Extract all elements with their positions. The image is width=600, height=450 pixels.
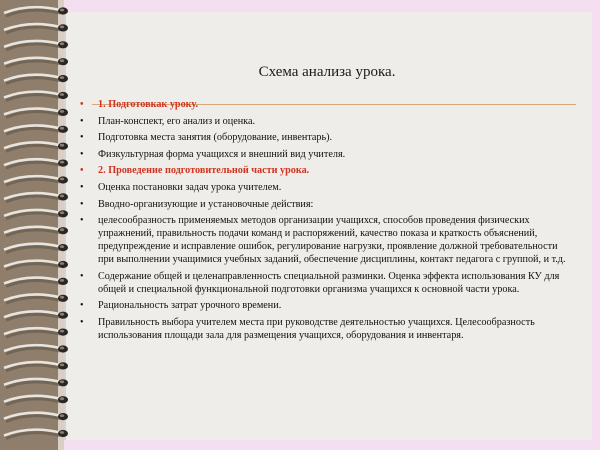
bullet-dot-icon: • <box>80 132 84 144</box>
spiral-ring <box>4 109 68 118</box>
bullet-text: Рациональность затрат урочного времени. <box>98 300 282 312</box>
spiral-ring <box>4 7 68 16</box>
bullet-text: целесообразность применяемых методов организации учащихся, способов проведения физических упражнений, правильность подачи команд и распоряжений, качество показа и краткость объяснений, предупреждение и исправление ошибок, регулирование нагрузки, проявление должной требовательности при выполнении учащимися учебных заданий, обеспечение дисциплины, контакт педагога с группой, и т.д. <box>98 215 566 266</box>
spiral-ring <box>4 24 68 33</box>
bullet-dot-icon: • <box>80 148 84 160</box>
bullet-item <box>78 98 570 111</box>
bullet-item <box>78 181 570 194</box>
spiral-ring <box>4 159 68 168</box>
bullet-text: Вводно-организующие и установочные действия: <box>98 198 314 210</box>
bullet-text: 1. Подготовкак уроку. <box>98 99 199 110</box>
spiral-ring <box>4 311 68 320</box>
bullet-text: Правильность выбора учителем места при руководстве деятельностью учащихся. Целесообразность использования площади зала для размещения учащихся, оборудования и инвентаря. <box>98 316 535 341</box>
spiral-ring <box>4 261 68 270</box>
bullet-dot-icon: • <box>80 316 84 328</box>
spiral-ring <box>4 396 68 405</box>
bullet-dot-icon: • <box>80 198 84 210</box>
spiral-ring <box>4 379 68 388</box>
bullet-item <box>78 299 570 312</box>
bullet-item <box>78 164 570 177</box>
bullet-text: Содержание общей и целенаправленность специальной разминки. Оценка эффекта использования КУ для общей и специальной функциональной подготовки организма учащихся к основной части урока. <box>98 270 560 295</box>
bullet-dot-icon: • <box>80 165 84 177</box>
bullet-item <box>78 270 570 296</box>
bullet-dot-icon: • <box>80 181 84 193</box>
spiral-ring <box>4 75 68 84</box>
bullet-dot-icon: • <box>80 300 84 312</box>
bullet-dot-icon: • <box>80 99 84 110</box>
spiral-ring <box>4 294 68 303</box>
spiral-ring <box>4 362 68 371</box>
spiral-ring <box>4 176 68 185</box>
bullet-dot-icon: • <box>80 270 84 282</box>
spiral-ring <box>4 328 68 337</box>
slide-title: Схема анализа урока. <box>258 64 396 80</box>
bullet-item <box>78 214 570 266</box>
spiral-ring <box>4 278 68 287</box>
bullet-dot-icon: • <box>80 115 84 127</box>
spiral-ring <box>4 41 68 50</box>
spiral-ring <box>4 227 68 236</box>
spiral-ring <box>4 345 68 354</box>
spiral-ring <box>4 210 68 219</box>
spiral-ring <box>4 125 68 134</box>
bullet-item <box>78 131 570 144</box>
bullet-text: Физкультурная форма учащихся и внешний вид учителя. <box>98 148 346 160</box>
spiral-ring <box>4 244 68 253</box>
bullet-list <box>78 98 570 346</box>
spiral-ring <box>4 193 68 202</box>
bullet-dot-icon: • <box>80 215 84 227</box>
spiral-ring <box>4 58 68 67</box>
spiral-ring <box>4 92 68 101</box>
spiral-ring <box>4 142 68 151</box>
bullet-item <box>78 198 570 211</box>
bullet-text: 2. Проведение подготовительной части урока. <box>98 165 310 177</box>
bullet-text: План-конспект, его анализ и оценка. <box>98 115 256 127</box>
spiral-ring <box>4 413 68 422</box>
spiral-ring <box>4 430 68 439</box>
bullet-item <box>78 316 570 342</box>
bullet-text: Оценка постановки задач урока учителем. <box>98 181 282 193</box>
bullet-text: Подготовка места занятия (оборудование, инвентарь). <box>98 132 333 144</box>
bullet-item <box>78 148 570 161</box>
bullet-item <box>78 115 570 128</box>
